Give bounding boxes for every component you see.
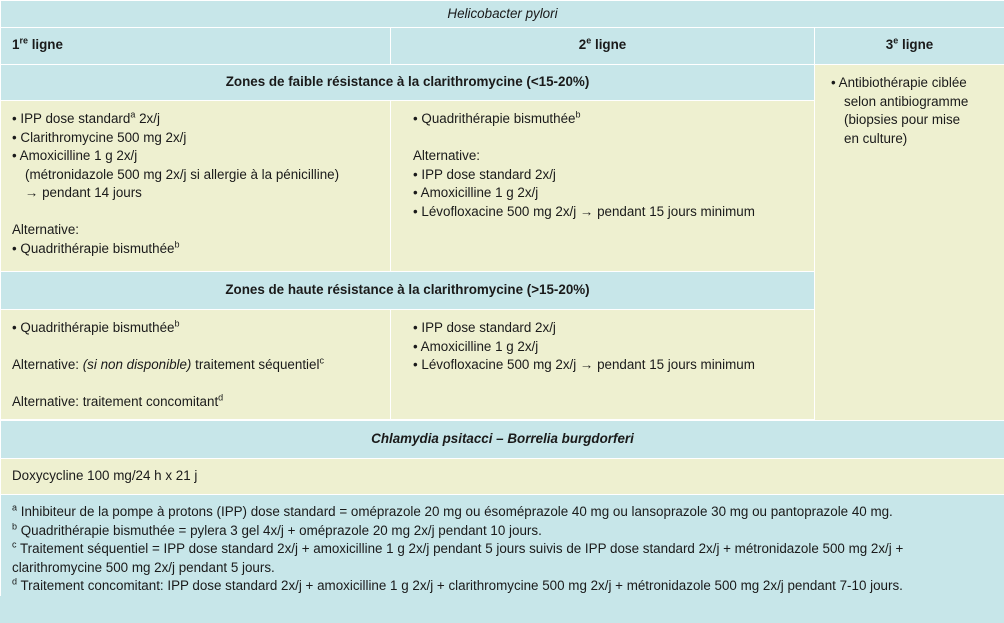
treatment-line: • Lévofloxacine 500 mg 2x/j → pendant 15 jours minimum [413,203,755,219]
third-line-text-4: en culture) [844,130,908,146]
footnotes [1,495,1004,596]
zone-high-header: Zones de haute résistance à la clarithromycine (>15-20%) [1,272,815,310]
col-header-first-line: 1re ligne [1,28,391,65]
treatment-line: • Quadrithérapie bismuthée$^b$ [12,318,180,335]
footnote-d: $^d$ Traitement concomitant: IPP dose standard 2x/j + amoxicilline 1 g 2x/j + clarithromycine 500 mg 2x/j + métronidazole 500 mg 2x/j pendant 7-10 jours. [12,576,903,593]
zone-low-second-line [391,101,815,272]
treatment-line: • IPP dose standard$^a$ 2x/j [12,109,160,126]
zone-low-first-line [1,101,391,272]
zone-low-header: Zones de faible résistance à la clarithromycine (<15-20%) [1,65,815,101]
third-line-text: • Antibiothérapie ciblée [831,75,967,90]
treatment-line: • Quadrithérapie bismuthée$^b$ [413,109,581,126]
treatment-line: • Quadrithérapie bismuthée$^b$ [12,239,180,256]
third-line-text-3: (biopsies pour mise [844,112,961,127]
alternative-label: Alternative: [12,222,79,237]
treatment-line: • Amoxicilline 1 g 2x/j [413,185,539,200]
chlamydia-title: Chlamydia psitacci – Borrelia burgdorferi [1,421,1004,459]
alternative-label: Alternative: (si non disponible) traitement séquentiel$^c$ [12,355,324,372]
col-header-third-line: 3e ligne [815,28,1004,65]
alternative-label: Alternative: [413,148,480,163]
alternative-label: Alternative: traitement concomitant$^d$ [12,392,224,409]
col-header-second-line: 2e ligne [391,28,815,65]
treatment-line: (métronidazole 500 mg 2x/j si allergie à la pénicilline) [25,166,340,182]
treatment-line: • Amoxicilline 1 g 2x/j [12,148,138,163]
treatment-line: • IPP dose standard 2x/j [413,320,556,335]
zone-high-second-line [391,310,815,420]
footnote-c-cont: clarithromycine 500 mg 2x/j pendant 5 jours. [12,559,275,575]
treatment-line: • IPP dose standard 2x/j [413,166,556,182]
footnote-b: $^b$ Quadrithérapie bismuthée = pylera 3 gel 4x/j + oméprazole 20 mg 2x/j pendant 10 jours. [12,521,542,538]
treatment-line: → pendant 14 jours [25,185,142,200]
treatment-line: • Clarithromycine 500 mg 2x/j [12,129,187,145]
footnote-c: $^c$ Traitement séquentiel = IPP dose standard 2x/j + amoxicilline 1 g 2x/j pendant 5 jours suivis de IPP dose standard 2x/j + métronidazole 500 mg 2x/j + [12,539,904,556]
zone-high-first-line [1,310,391,420]
footnote-a: $^a$ Inhibiteur de la pompe à protons (IPP) dose standard = oméprazole 20 mg ou ésoméprazole 40 mg ou lansoprazole 30 mg ou pantoprazole 40 mg. [12,502,893,519]
table-title: Helicobacter pylori [1,1,1004,28]
third-line-cell [815,65,1004,421]
treatment-line: • Amoxicilline 1 g 2x/j [413,338,539,354]
third-line-text-2: selon antibiogramme [844,93,969,109]
treatment-line: • Lévofloxacine 500 mg 2x/j → pendant 15 jours minimum [413,357,755,372]
chlamydia-treatment: Doxycycline 100 mg/24 h x 21 j [1,459,1004,495]
